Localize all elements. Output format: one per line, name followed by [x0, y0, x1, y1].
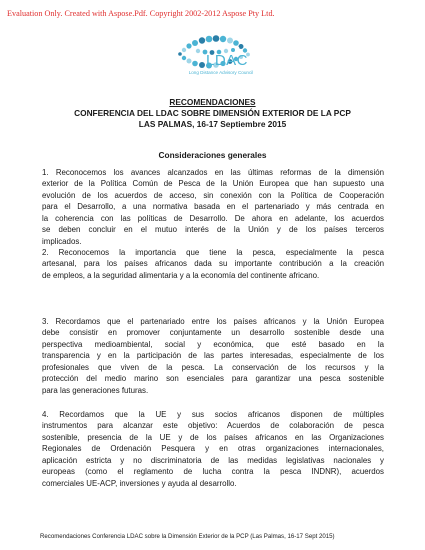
document-location-date: LAS PALMAS, 16-17 Septiembre 2015 — [138, 119, 287, 129]
paragraph-line: perspectiva medioambiental, social y económica, que esté basado en la — [42, 339, 384, 349]
paragraph-line: para las generaciones futuras. — [42, 385, 149, 395]
paragraph-line: comerciales UE-ACP, inversiones y ayuda al desarrollo. — [42, 478, 237, 488]
paragraph-line: 4. Recordamos que la UE y sus socios africanos disponen de múltiples — [42, 410, 384, 419]
paragraph-line: la coherencia con las políticas de Desarrollo. De ahora en adelante, los acuerdos — [42, 213, 384, 223]
paragraph-3 — [42, 316, 384, 396]
paragraph-line: 1. Reconocemos los avances alcanzados en las últimas reformas de la dimensión — [42, 168, 384, 177]
evaluation-watermark: Evaluation Only. Created with Aspose.Pdf. Copyright 2002-2012 Aspose Pty Ltd. — [7, 9, 275, 18]
paragraph-line: para el Desarrollo, a una normativa basada en el partenariado y más centrada en — [42, 202, 384, 212]
paragraph-line: Regionales de Ordenación Pesquera y en otras organizaciones internacionales, — [42, 444, 384, 454]
paragraph-line: transparencia y en la participación de las partes interesadas, especialmente de los — [42, 351, 384, 361]
paragraph-line: 3. Recordamos que el partenariado entre los países africanos y la Unión Europea — [42, 317, 384, 326]
paragraph-line: se deben concluir en el mutuo interés de la Unión y de los países terceros — [42, 225, 384, 235]
paragraph-line: sostenible, presencia de la UE y de los países africanos en las Organizaciones — [42, 432, 384, 442]
document-title: RECOMENDACIONES — [169, 97, 256, 107]
section-title: Consideraciones generales — [158, 150, 267, 160]
page-footer: Recomendaciones Conferencia LDAC sobre la Dimensión Exterior de la PCP (Las Palmas, 16-17 Sept 2015) — [40, 533, 335, 540]
paragraph-line: instrumentos para alcanzar este objetivo: Acuerdos de colaboración de pesca — [42, 421, 384, 431]
paragraph-line: 2. Reconocemos la importancia que tiene la pesca, especialmente la pesca — [42, 248, 384, 257]
paragraph-line: debe consistir en promover conjuntamente un desarrollo sostenible desde una — [42, 328, 384, 338]
paragraph-line: aplicación estricta y no discriminatoria de las medidas legislativas nacionales y — [42, 455, 384, 465]
paragraph-line: exterior de la Política Común de Pesca de la Unión Europea que han supuesto una — [42, 179, 384, 189]
logo-wordmark: LDAC — [206, 52, 249, 69]
paragraph-line: evolución de los acuerdos de acceso, sin conexión con la Política de Cooperación — [42, 190, 384, 200]
document-subtitle: CONFERENCIA DEL LDAC SOBRE DIMENSIÓN EXTERIOR DE LA PCP — [74, 108, 351, 118]
paragraph-line: europeas (como el reglamento de lucha contra la pesca INDNR), acuerdos — [42, 467, 384, 477]
paragraph-line: de empleos, a la seguridad alimentaria y a la economía del continente africano. — [42, 270, 320, 280]
paragraph-4 — [42, 409, 384, 489]
paragraph-line: implicados. — [42, 236, 82, 246]
paragraph-line: protección del medio marino son esenciales para garantizar una pesca sostenible — [42, 374, 384, 384]
paragraph-2 — [42, 247, 384, 281]
logo-subtitle: Long Distance Advisory Council — [188, 70, 254, 75]
paragraph-1 — [42, 167, 384, 247]
paragraph-line: artesanal, para los países africanos dada su importante contribución a la creación — [42, 259, 384, 269]
paragraph-line: profesionales que viven de la pesca. La conservación de los recursos y la — [42, 362, 384, 372]
